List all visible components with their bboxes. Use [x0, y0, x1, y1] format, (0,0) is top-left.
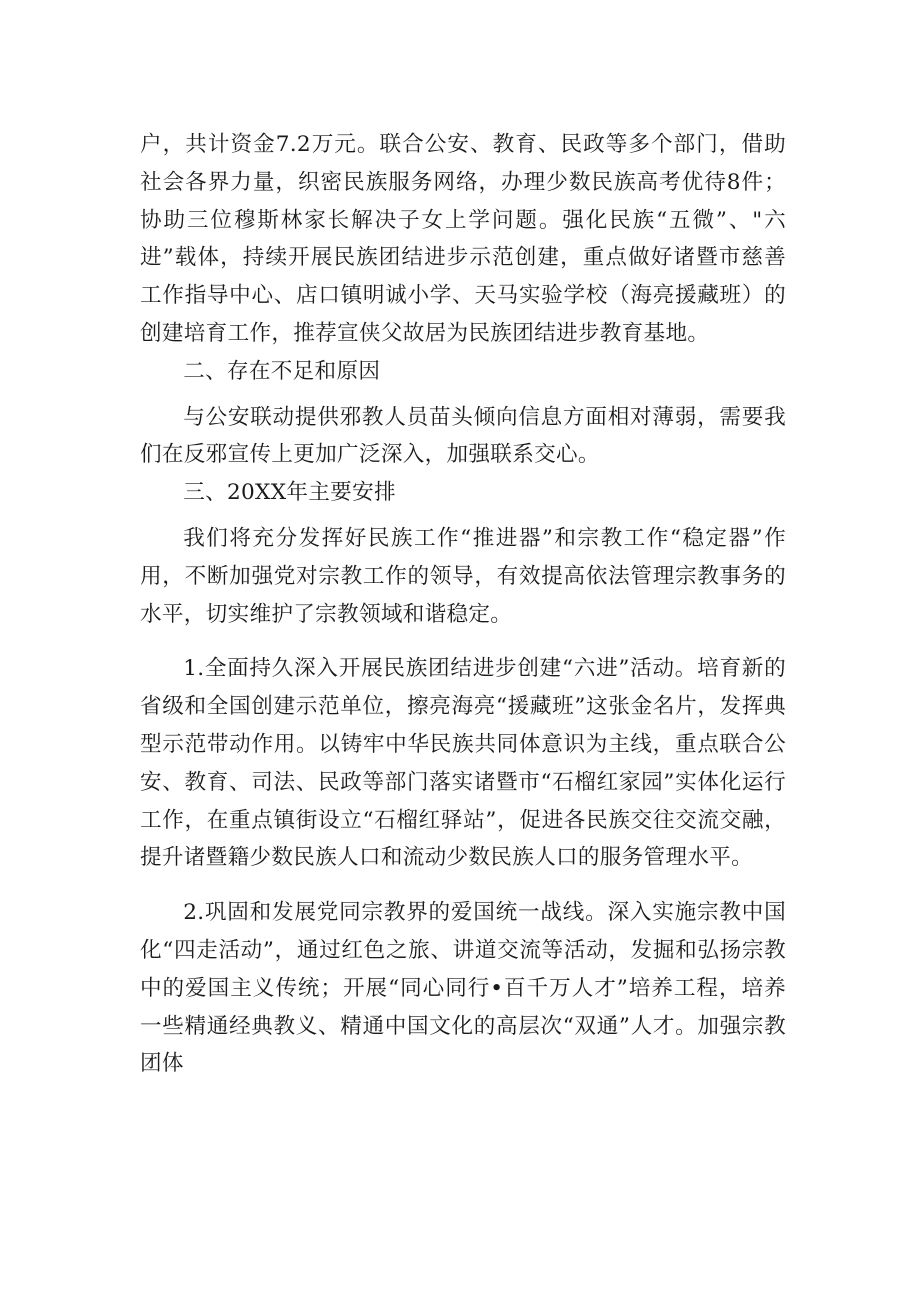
paragraph-plans-intro: 我们将充分发挥好民族工作“推进器”和宗教工作“稳定器”作用，不断加强党对宗教工作的领导，有效提高依法管理宗教事务的水平，切实维护了宗教领域和谐稳定。: [140, 525, 786, 627]
section-heading-shortcomings: 二、存在不足和原因: [183, 358, 381, 384]
paragraph-shortcomings: 与公安联动提供邪教人员苗头倾向信息方面相对薄弱，需要我们在反邪宣传上更加广泛深入，加强联系交心。: [140, 404, 786, 468]
paragraph-continued: 户，共计资金7.2万元。联合公安、教育、民政等多个部门，借助社会各界力量，织密民族服务网络，办理少数民族高考优待8件；协助三位穆斯林家长解决子女上学问题。强化民族“五微”、"六进”载体，持续开展民族团结进步示范创建，重点做好诸暨市慈善工作指导中心、店口镇明诚小学、天马实验学校（海亮援藏班）的创建培育工作，推荐宣侠父故居为民族团结进步教育基地。: [140, 132, 786, 346]
document-body: [140, 126, 786, 1083]
paragraph-plan-item-2: 2.巩固和发展党同宗教界的爱国统一战线。深入实施宗教中国化“四走活动”，通过红色之旅、讲道交流等活动，发掘和弘扬宗教中的爱国主义传统；开展“同心同行•百千万人才”培养工程，培养一些精通经典教义、精通中国文化的高层次“双通”人才。加强宗教团体: [140, 900, 786, 1077]
paragraph-plan-item-1: 1.全面持久深入开展民族团结进步创建“六进”活动。培育新的省级和全国创建示范单位，擦亮海亮“援藏班”这张金名片，发挥典型示范带动作用。以铸牢中华民族共同体意识为主线，重点联合公安、教育、司法、民政等部门落实诸暨市“石榴红家园”实体化运行工作，在重点镇街设立“石榴红驿站”，促进各民族交往交流交融，提升诸暨籍少数民族人口和流动少数民族人口的服务管理水平。: [140, 656, 786, 871]
section-heading-plans: 三、20XX年主要安排: [183, 480, 396, 506]
